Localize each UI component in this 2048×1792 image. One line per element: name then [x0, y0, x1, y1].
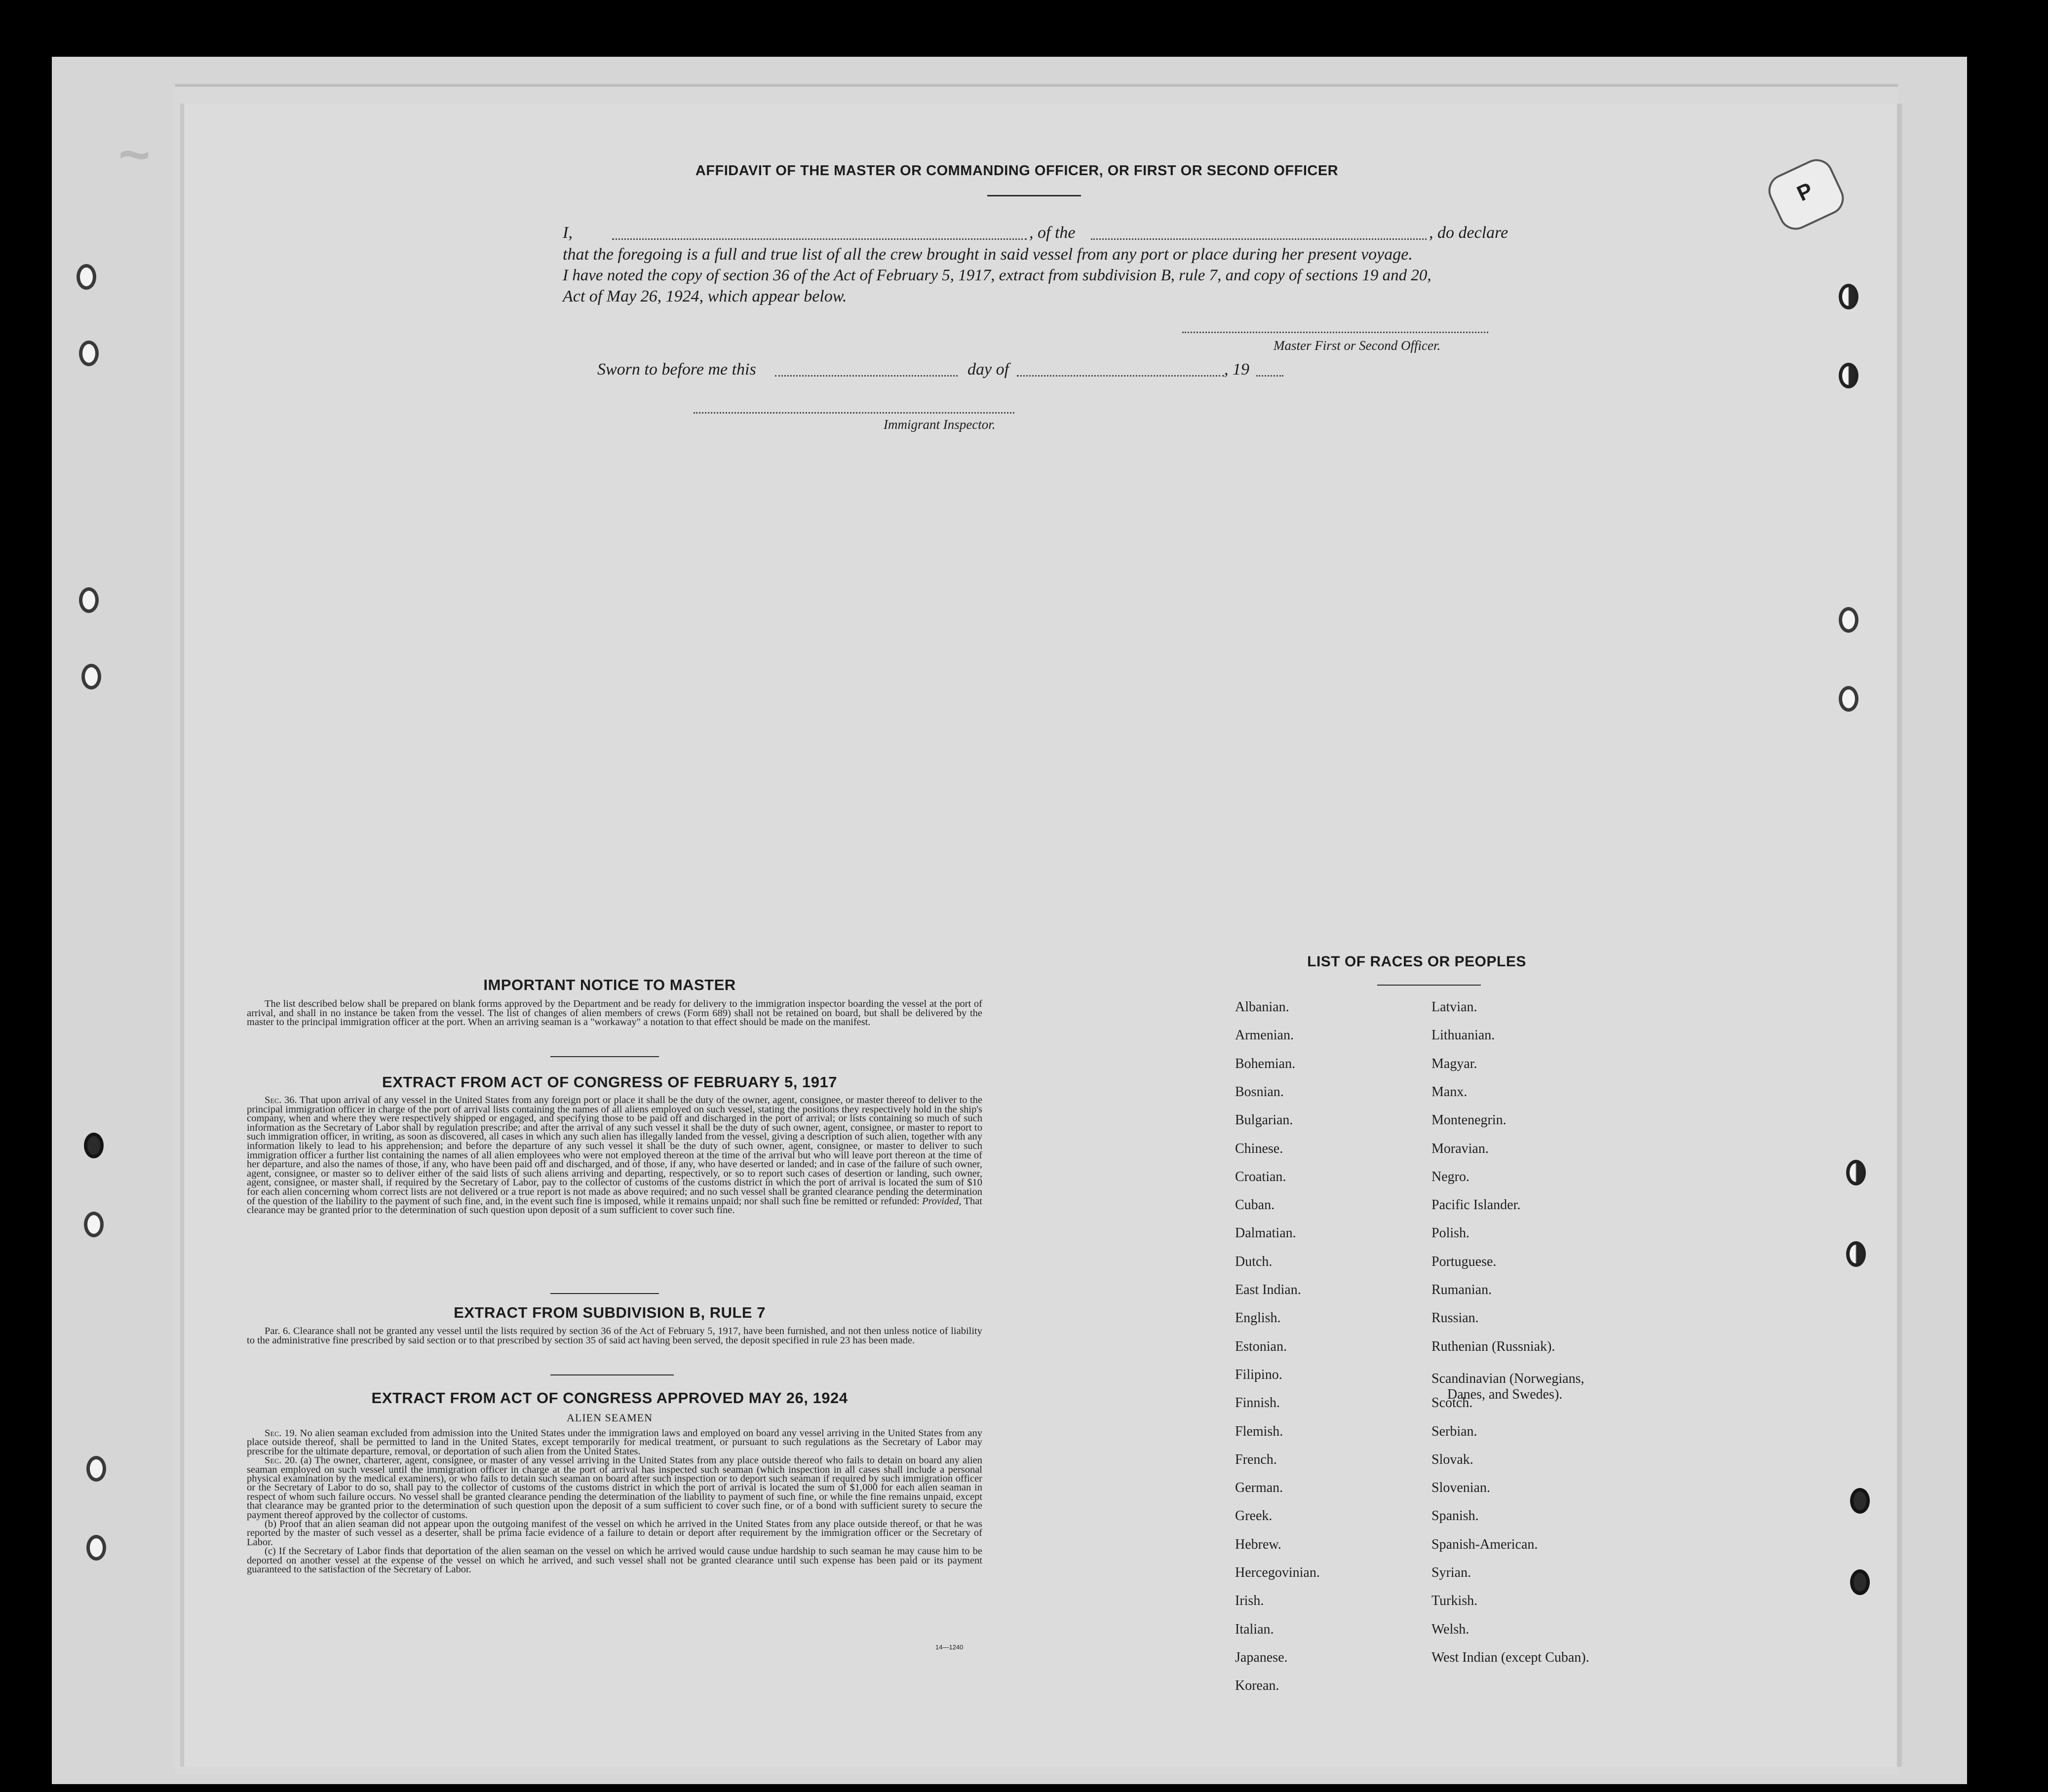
races-title-rule: [1377, 985, 1481, 986]
race-item: Turkish.: [1431, 1593, 1478, 1609]
form-number: 14—1240: [935, 1643, 964, 1651]
race-item: Hercegovinian.: [1235, 1565, 1320, 1580]
race-item: Slovenian.: [1431, 1480, 1490, 1496]
name-blank[interactable]: [612, 238, 1027, 240]
punch-hole: [1839, 607, 1858, 633]
race-item: Latvian.: [1431, 999, 1477, 1015]
sec-19-paragraph: [247, 1429, 982, 1456]
race-item: Polish.: [1431, 1225, 1470, 1241]
race-item: Pacific Islander.: [1431, 1197, 1521, 1213]
punch-hole: [79, 341, 99, 366]
sec-20c-paragraph: (c) If the Secretary of Labor finds that deportation of the alien seaman on the vessel on which he arrived would cause undue hardship to such seaman he may cause him to be deported on another vessel at the expense of the vessel on which he arrived, and such vessel shall not be granted clearance until such expense has been paid or its payment guaranteed to the satisfaction of the Secretary of Labor.: [247, 1546, 982, 1575]
race-item: Dutch.: [1235, 1254, 1273, 1269]
punch-hole: [84, 1133, 104, 1158]
race-item: Japanese.: [1235, 1649, 1288, 1665]
affidavit-do-declare: , do declare: [1429, 224, 1508, 242]
section-divider: [550, 1293, 659, 1294]
race-item: Chinese.: [1235, 1141, 1283, 1156]
extract-1924-text: [247, 1429, 982, 1574]
race-item: Negro.: [1431, 1169, 1469, 1184]
race-item: German.: [1235, 1480, 1283, 1496]
master-signature-blank[interactable]: [1182, 332, 1488, 333]
race-item: West Indian (except Cuban).: [1431, 1649, 1589, 1665]
race-item: Filipino.: [1235, 1367, 1282, 1382]
affidavit-line-2: that the foregoing is a full and true list of all the crew brought in said vessel from any port or place during her present voyage.: [563, 245, 1413, 264]
race-item: Flemish.: [1235, 1423, 1283, 1439]
race-item: Rumanian.: [1431, 1282, 1492, 1297]
race-item: Moravian.: [1431, 1141, 1489, 1156]
race-item: Danes, and Swedes).: [1447, 1386, 1563, 1402]
punch-hole: [1850, 1569, 1870, 1595]
race-item: Irish.: [1235, 1593, 1264, 1609]
race-item: Albanian.: [1235, 999, 1289, 1015]
punch-hole: [81, 664, 101, 689]
race-item: Croatian.: [1235, 1169, 1286, 1184]
master-caption: Master First or Second Officer.: [1274, 338, 1441, 353]
race-item: Italian.: [1235, 1621, 1274, 1637]
sec-19-body: No alien seaman excluded from admission into the United States under the immigration laws and employed on board any vessel arriving in the United States from any place outside thereof, shall be permitted to land in the United States, except temporarily for medical treatment, or pursuant to such regulations as the Secretary of Labor may prescribe for the ultimate departure, removal, or deportation of such alien from the United States.: [247, 1428, 983, 1457]
sec-36-body: That upon arrival of any vessel in the United States from any foreign port or place it shall be the duty of the owner, agent, consignee, or master thereof to deliver to the principal immigration officer in charge of the port of arrival lists containing the names of all aliens employed on such vessel, stating the positions they respectively hold in the ship's company, when and where they were respectively shipped or engaged, and specifying those to be paid off and discharged in the port of arrival; or lists containing so much of such information as the Secretary of Labor shall by regulation prescribe; and after the arrival of any such vessel it shall be the duty of such owner, agent, consignee, or master to report to such immigration officer, in writing, as soon as discovered, all cases in which any such alien has illegally landed from the vessel, giving a description of such alien, together with any information likely to lead to his apprehension; and before the departure of any such vessel it shall be the duty of such owner, agent, consignee, or master to deliver to such immigration officer a further list containing the names of all alien employees who were not employed thereon at the time of the arrival but who will leave port thereon at the time of her departure, and also the names of those, if any, who have been paid off and discharged, and of those, if any, who have deserted or landed; and in case of the failure of such owner, agent, consignee, or master so to deliver either of the said lists of such aliens arriving and departing, respectively, or so to report such cases of desertion or landing, such owner, agent, consignee, or master shall, if required by the Secretary of Labor, pay to the collector of customs of the customs district in which the port of arrival is located the sum of $10 for each alien concerning whom correct lists are not delivered or a true report is not made as above required; and no such vessel shall be granted clearance pending the determination of the question of the liability to the payment of such fine, and, in the event such fine is imposed, while it remains unpaid; nor shall such fine be remitted or refunded:: [247, 1095, 982, 1207]
provided-word: Provided,: [922, 1195, 962, 1207]
punch-hole: [1839, 284, 1858, 309]
year-label: , 19: [1224, 360, 1249, 379]
punch-hole: [84, 1212, 104, 1237]
sec-19-label: Sec. 19.: [265, 1428, 297, 1439]
sec-36-end: That clearance may be granted prior to the determination of such question upon deposit of a sum sufficient to cover such fine.: [247, 1195, 983, 1216]
extract-rule7-title: EXTRACT FROM SUBDIVISION B, RULE 7: [454, 1304, 766, 1321]
race-item: Serbian.: [1431, 1423, 1477, 1439]
inspector-signature-blank[interactable]: [694, 412, 1014, 414]
punch-hole: [77, 264, 96, 290]
race-item: Bulgarian.: [1235, 1112, 1293, 1128]
race-item: French.: [1235, 1451, 1277, 1467]
race-item: Welsh.: [1431, 1621, 1469, 1637]
extract-1917-title: EXTRACT FROM ACT OF CONGRESS OF FEBRUARY 5, 1917: [382, 1073, 837, 1091]
race-item: Hebrew.: [1235, 1536, 1281, 1552]
punch-hole: [1846, 1241, 1866, 1267]
section-divider: [550, 1374, 674, 1375]
punch-hole: [86, 1535, 106, 1561]
title-rule: [987, 195, 1081, 196]
sec-20-label: Sec. 20.: [265, 1455, 298, 1466]
affidavit-of-the: , of the: [1029, 224, 1076, 242]
race-item: Manx.: [1431, 1084, 1468, 1100]
race-item: Cuban.: [1235, 1197, 1275, 1213]
affidavit-line-3: I have noted the copy of section 36 of the Act of February 5, 1917, extract from subdivision B, rule 7, and copy of sections 19 and 20,: [563, 267, 1431, 284]
notice-text: [247, 999, 982, 1027]
sec-20a-body: (a) The owner, charterer, agent, consignee, or master of any vessel arriving in the United States from any place outside thereof who fails to detain on board any alien seaman employed on such vessel until the immigration officer in charge at the port of arrival has inspected such seaman (which inspection in all cases shall include a personal physical examination by the medical examiners), or who fails to detain such seaman on board after such inspection or to deport such seaman if required by such immigration officer or the Secretary of Labor to do so, shall pay to the collector of customs of the customs district in which the port of arrival is located the sum of $1,000 for each alien seaman in respect of whom such failure occurs. No vessel shall be granted clearance pending the determination of the liability to payment of such fine, or while the fine remains unpaid, except that clearance may be granted prior to the determination of such question upon the deposit of a sum sufficient to cover such fine, or of a bond with sufficient surety to secure the payment thereof approved by the collector of customs.: [247, 1455, 982, 1521]
punch-hole: [1839, 686, 1858, 712]
affidavit-i-label: I,: [563, 224, 573, 242]
race-item: English.: [1235, 1310, 1281, 1326]
race-item: Montenegrin.: [1431, 1112, 1507, 1128]
race-item: Bohemian.: [1235, 1056, 1296, 1071]
index-tab-label: P: [1793, 178, 1817, 206]
race-item: Scotch.: [1431, 1395, 1473, 1411]
sec-20a-paragraph: [247, 1456, 982, 1520]
notice-paragraph: The list described below shall be prepared on blank forms approved by the Department and be ready for delivery to the immigration inspector boarding the vessel at the port of arrival, and shall in no instance be taken from the vessel. The list of changes of alien members of crews (Form 689) shall not be retained on board, but shall be delivered by the master to the principal immigration officer at the port. When an arriving seaman is a "workaway" a notation to that effect should be made on the manifest.: [247, 998, 982, 1028]
rule7-paragraph: Par. 6. Clearance shall not be granted any vessel until the lists required by section 36 of the Act of February 5, 1917, have been furnished, and not then unless notice of liability to the administrative fine prescribed by said section or to that prescribed by section 35 of said act having been served, the deposit specified in rule 23 has been made.: [247, 1326, 982, 1346]
race-item: Russian.: [1431, 1310, 1479, 1326]
race-item: Estonian.: [1235, 1338, 1287, 1354]
race-item: Greek.: [1235, 1508, 1273, 1524]
race-item: Lithuanian.: [1431, 1028, 1495, 1043]
punch-hole: [1839, 363, 1858, 388]
inspector-caption: Immigrant Inspector.: [884, 417, 996, 432]
race-item: Bosnian.: [1235, 1084, 1284, 1100]
race-item: Finnish.: [1235, 1395, 1280, 1411]
alien-seamen-subtitle: ALIEN SEAMEN: [567, 1411, 653, 1424]
vessel-blank[interactable]: [1091, 238, 1427, 240]
race-item: Syrian.: [1431, 1565, 1471, 1580]
race-item: Scandinavian (Norwegians,: [1431, 1371, 1584, 1386]
sworn-label: Sworn to before me this: [597, 360, 756, 379]
sworn-month-blank[interactable]: [1017, 375, 1224, 377]
extract-1917-text: [247, 1096, 982, 1215]
sworn-day-blank[interactable]: [775, 375, 958, 377]
punch-hole: [1850, 1488, 1870, 1514]
extract-1924-title: EXTRACT FROM ACT OF CONGRESS APPROVED MAY 26, 1924: [371, 1389, 848, 1407]
race-item: Magyar.: [1431, 1056, 1477, 1071]
race-item: Portuguese.: [1431, 1254, 1497, 1269]
extract-1917-paragraph: [247, 1096, 982, 1215]
punch-hole: [1846, 1160, 1866, 1185]
section-divider: [550, 1056, 659, 1057]
race-item: Slovak.: [1431, 1451, 1473, 1467]
race-item: Armenian.: [1235, 1028, 1294, 1043]
day-of-label: day of: [967, 360, 1009, 379]
sec-36-label: Sec. 36.: [265, 1095, 297, 1106]
extract-rule7-text: [247, 1327, 982, 1345]
race-item: East Indian.: [1235, 1282, 1301, 1297]
bleed-through-mark: ~: [118, 124, 151, 185]
sworn-year-blank[interactable]: [1256, 375, 1283, 377]
sec-20b-paragraph: (b) Proof that an alien seaman did not appear upon the outgoing manifest of the vessel on which he arrived in the United States from any place outside thereof, or that he was reported by the master of such vessel as a deserter, shall be prima facie evidence of a failure to detain or deport after requirement by the immigration officer or the Secretary of Labor.: [247, 1519, 982, 1548]
race-item: Spanish-American.: [1431, 1536, 1538, 1552]
race-item: Ruthenian (Russniak).: [1431, 1338, 1555, 1354]
races-title: LIST OF RACES OR PEOPLES: [1307, 953, 1526, 970]
race-item: Spanish.: [1431, 1508, 1479, 1524]
affidavit-line-4: Act of May 26, 1924, which appear below.: [563, 287, 847, 305]
punch-hole: [86, 1456, 106, 1482]
race-item: Korean.: [1235, 1678, 1279, 1694]
race-item: Dalmatian.: [1235, 1225, 1296, 1241]
affidavit-title: AFFIDAVIT OF THE MASTER OR COMMANDING OFFICER, OR FIRST OR SECOND OFFICER: [695, 163, 1339, 179]
notice-title: IMPORTANT NOTICE TO MASTER: [483, 976, 736, 993]
punch-hole: [79, 587, 99, 613]
